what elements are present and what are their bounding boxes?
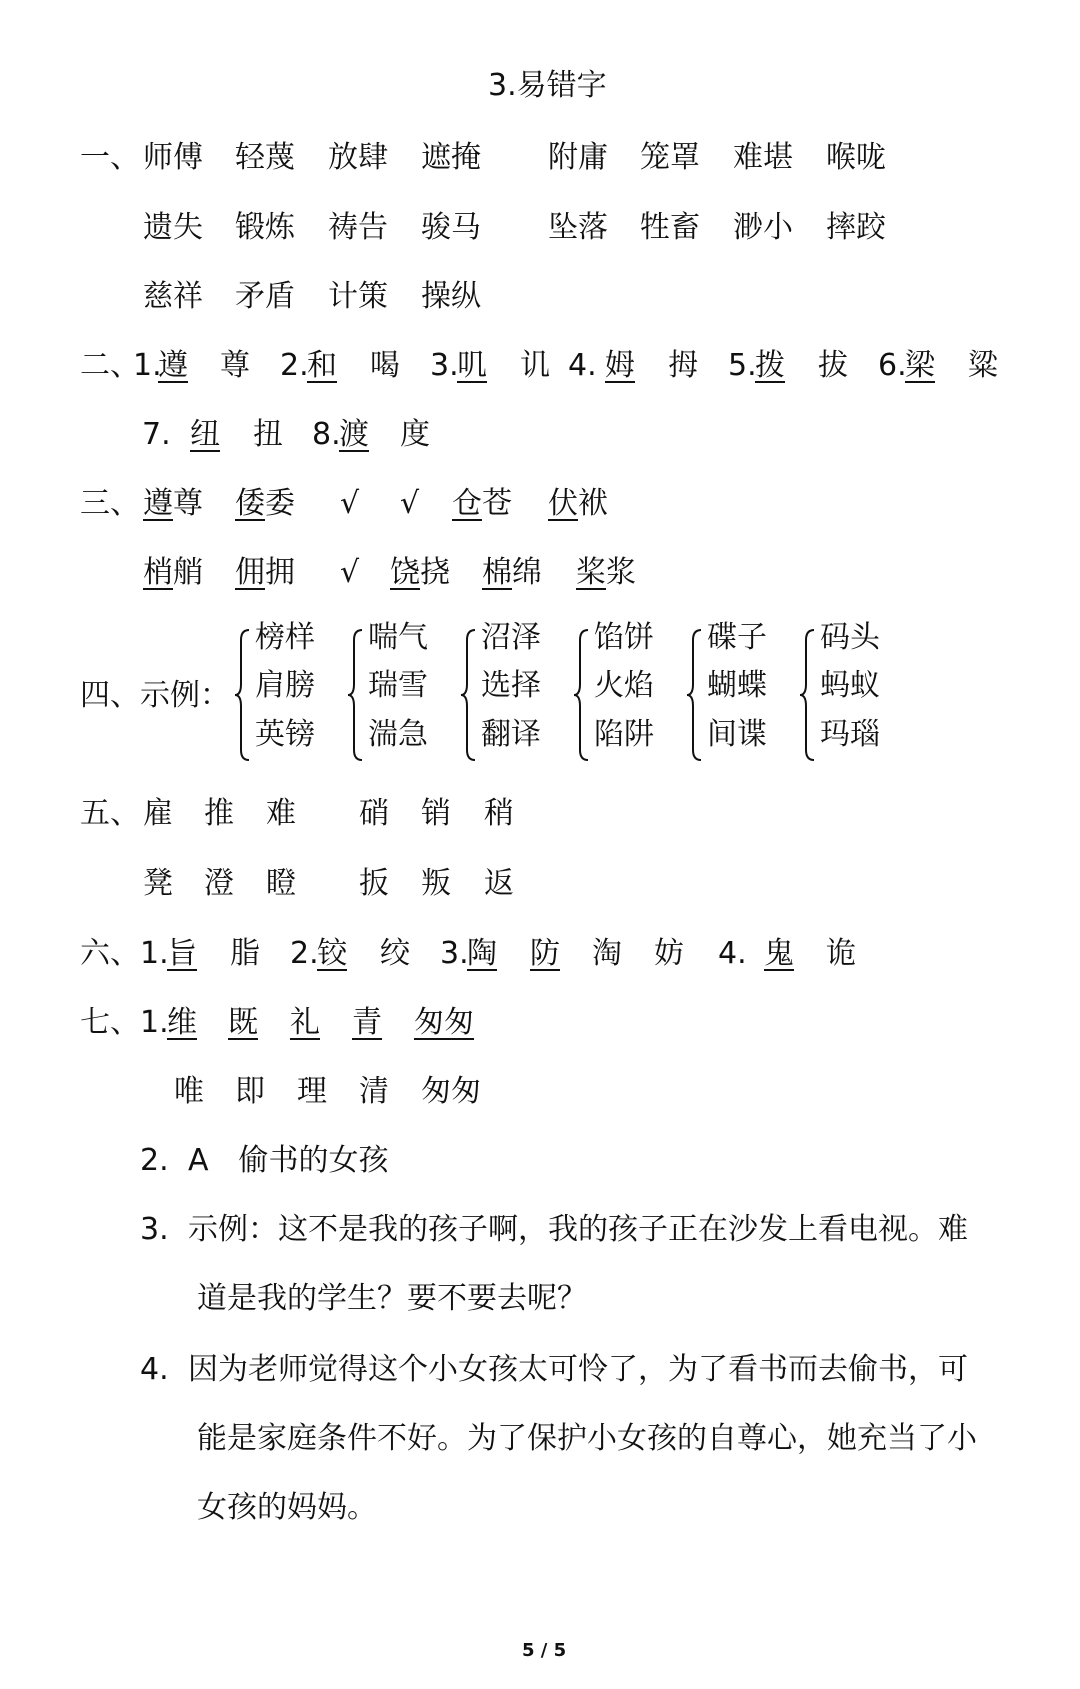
s2-answer: 拨 bbox=[755, 348, 785, 383]
s3-pair: 遵尊 bbox=[143, 486, 203, 521]
s2-num: 3. bbox=[430, 348, 459, 383]
group-word: 榜样 bbox=[255, 620, 315, 655]
s6-num: 3. bbox=[440, 936, 469, 971]
s5-char: 瞪 bbox=[266, 866, 296, 901]
s7-q4-line: 因为老师觉得这个小女孩太可怜了，为了看书而去偷书，可 bbox=[188, 1352, 968, 1387]
s2-answer: 渡 bbox=[339, 417, 369, 452]
s1-word: 摔跤 bbox=[826, 210, 886, 245]
s2-num: 5. bbox=[728, 348, 757, 383]
s6-answer: 防 bbox=[530, 936, 560, 971]
s1-word: 遗失 bbox=[143, 210, 203, 245]
section-4-label: 四、示例： bbox=[80, 678, 230, 713]
s2-answer: 叽 bbox=[457, 348, 487, 383]
s1-word: 矛盾 bbox=[235, 279, 295, 314]
group-word: 英镑 bbox=[255, 717, 315, 752]
s7-q3-line: 道是我的学生？要不要去呢？ bbox=[197, 1281, 587, 1316]
s2-other: 拔 bbox=[818, 348, 848, 383]
brace-icon bbox=[572, 628, 590, 762]
page-title: 3.易错字 bbox=[488, 68, 607, 103]
s3-check: √ bbox=[340, 486, 360, 521]
s5-char: 扳 bbox=[359, 866, 389, 901]
group-word: 蝴蝶 bbox=[707, 668, 767, 703]
group-word: 蚂蚁 bbox=[820, 668, 880, 703]
section-1-label: 一、 bbox=[80, 140, 140, 175]
s6-num: 2. bbox=[290, 936, 319, 971]
s7-num: 1. bbox=[140, 1005, 169, 1040]
s1-word: 牲畜 bbox=[640, 210, 700, 245]
s3-pair: 桨浆 bbox=[576, 555, 636, 590]
s5-char: 澄 bbox=[204, 866, 234, 901]
s6-other: 绞 bbox=[380, 936, 410, 971]
s3-check: √ bbox=[340, 555, 360, 590]
group-word: 馅饼 bbox=[594, 620, 654, 655]
s1-word: 锻炼 bbox=[235, 210, 295, 245]
section-5-label: 五、 bbox=[80, 796, 140, 831]
s2-other: 扭 bbox=[253, 417, 283, 452]
s7-q2-text: A 偷书的女孩 bbox=[188, 1143, 389, 1178]
s3-pair: 佣拥 bbox=[235, 555, 295, 590]
s6-other: 妨 bbox=[654, 936, 684, 971]
s5-char: 叛 bbox=[421, 866, 451, 901]
brace-icon bbox=[233, 628, 251, 762]
s6-other: 诡 bbox=[826, 936, 856, 971]
group-word: 火焰 bbox=[594, 668, 654, 703]
group-word: 选择 bbox=[481, 668, 541, 703]
group-word: 碟子 bbox=[707, 620, 767, 655]
s1-word: 骏马 bbox=[421, 210, 481, 245]
s1-word: 操纵 bbox=[421, 279, 481, 314]
s2-other: 粱 bbox=[968, 348, 998, 383]
s3-pair: 饶挠 bbox=[390, 555, 450, 590]
s2-num: 7. bbox=[142, 417, 171, 452]
s7-answer: 匆匆 bbox=[414, 1005, 474, 1040]
s6-other: 脂 bbox=[230, 936, 260, 971]
s7-num: 2. bbox=[140, 1143, 169, 1178]
s7-q4-line: 能是家庭条件不好。为了保护小女孩的自尊心，她充当了小 bbox=[197, 1421, 977, 1456]
s5-char: 推 bbox=[204, 796, 234, 831]
s7-char: 理 bbox=[297, 1074, 327, 1109]
section-2-label: 二、 bbox=[80, 348, 140, 383]
s2-answer: 遵 bbox=[158, 348, 188, 383]
s7-q4-line: 女孩的妈妈。 bbox=[197, 1490, 377, 1525]
s2-answer: 梁 bbox=[905, 348, 935, 383]
s1-word: 渺小 bbox=[733, 210, 793, 245]
group-word: 肩膀 bbox=[255, 668, 315, 703]
s6-answer: 鬼 bbox=[764, 936, 794, 971]
s2-other: 尊 bbox=[220, 348, 250, 383]
s1-word: 坠落 bbox=[548, 210, 608, 245]
s3-pair: 倭委 bbox=[235, 486, 295, 521]
s1-word: 计策 bbox=[328, 279, 388, 314]
s7-num: 3. bbox=[140, 1212, 169, 1247]
s1-word: 轻蔑 bbox=[235, 140, 295, 175]
s5-char: 难 bbox=[266, 796, 296, 831]
group-word: 沼泽 bbox=[481, 620, 541, 655]
s1-word: 遮掩 bbox=[421, 140, 481, 175]
brace-icon bbox=[459, 628, 477, 762]
s2-num: 1. bbox=[133, 348, 162, 383]
section-3-label: 三、 bbox=[80, 486, 140, 521]
s5-char: 硝 bbox=[359, 796, 389, 831]
s5-char: 雇 bbox=[143, 796, 173, 831]
s3-pair: 仓苍 bbox=[452, 486, 512, 521]
s7-char: 唯 bbox=[174, 1074, 204, 1109]
s5-char: 销 bbox=[421, 796, 451, 831]
s2-num: 6. bbox=[878, 348, 907, 383]
s1-word: 慈祥 bbox=[143, 279, 203, 314]
s7-answer: 青 bbox=[352, 1005, 382, 1040]
group-word: 间谍 bbox=[707, 717, 767, 752]
s1-word: 喉咙 bbox=[826, 140, 886, 175]
s2-other: 度 bbox=[400, 417, 430, 452]
group-word: 瑞雪 bbox=[368, 668, 428, 703]
s6-other: 淘 bbox=[592, 936, 622, 971]
s2-num: 4. bbox=[568, 348, 597, 383]
group-word: 喘气 bbox=[368, 620, 428, 655]
s1-word: 放肆 bbox=[328, 140, 388, 175]
s7-answer: 维 bbox=[167, 1005, 197, 1040]
s1-word: 难堪 bbox=[733, 140, 793, 175]
s3-check: √ bbox=[400, 486, 420, 521]
s6-answer: 旨 bbox=[167, 936, 197, 971]
brace-icon bbox=[685, 628, 703, 762]
section-6-label: 六、 bbox=[80, 936, 140, 971]
page-number: 5 / 5 bbox=[522, 1640, 567, 1661]
s5-char: 稍 bbox=[484, 796, 514, 831]
s7-char: 即 bbox=[235, 1074, 265, 1109]
brace-icon bbox=[798, 628, 816, 762]
s2-num: 8. bbox=[312, 417, 341, 452]
s1-word: 师傅 bbox=[143, 140, 203, 175]
s1-word: 笼罩 bbox=[640, 140, 700, 175]
group-word: 湍急 bbox=[368, 717, 428, 752]
group-word: 码头 bbox=[820, 620, 880, 655]
s1-word: 附庸 bbox=[548, 140, 608, 175]
section-7-label: 七、 bbox=[80, 1005, 140, 1040]
s7-char: 匆匆 bbox=[421, 1074, 481, 1109]
s5-char: 返 bbox=[484, 866, 514, 901]
s6-answer: 铰 bbox=[317, 936, 347, 971]
s7-answer: 既 bbox=[228, 1005, 258, 1040]
s3-pair: 棉绵 bbox=[482, 555, 542, 590]
s1-word: 祷告 bbox=[328, 210, 388, 245]
group-word: 陷阱 bbox=[594, 717, 654, 752]
s2-other: 讥 bbox=[520, 348, 550, 383]
s2-other: 拇 bbox=[668, 348, 698, 383]
s6-num: 4. bbox=[718, 936, 747, 971]
s5-char: 凳 bbox=[143, 866, 173, 901]
s2-answer: 姆 bbox=[605, 348, 635, 383]
s3-pair: 伏袱 bbox=[548, 486, 608, 521]
brace-icon bbox=[346, 628, 364, 762]
s2-other: 喝 bbox=[370, 348, 400, 383]
s7-answer: 礼 bbox=[290, 1005, 320, 1040]
s7-q3-line: 示例：这不是我的孩子啊，我的孩子正在沙发上看电视。难 bbox=[188, 1212, 968, 1247]
s6-answer: 陶 bbox=[467, 936, 497, 971]
group-word: 翻译 bbox=[481, 717, 541, 752]
s2-answer: 和 bbox=[307, 348, 337, 383]
s6-num: 1. bbox=[140, 936, 169, 971]
s2-answer: 纽 bbox=[190, 417, 220, 452]
s7-num: 4. bbox=[140, 1352, 169, 1387]
s2-num: 2. bbox=[280, 348, 309, 383]
group-word: 玛瑙 bbox=[820, 717, 880, 752]
s7-char: 清 bbox=[359, 1074, 389, 1109]
s3-pair: 梢艄 bbox=[143, 555, 203, 590]
